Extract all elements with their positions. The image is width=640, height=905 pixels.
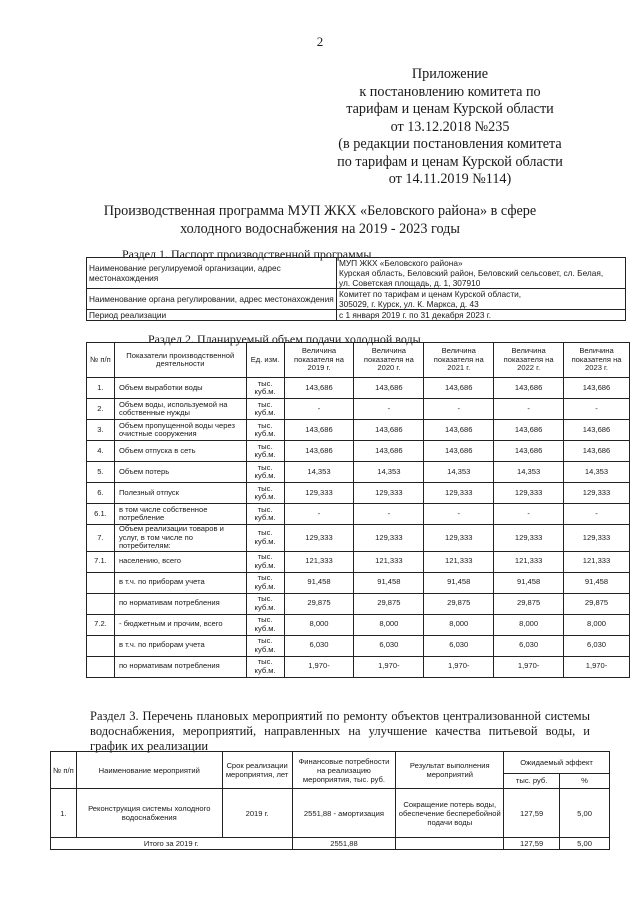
column-header: Величина показателя на 2020 г. bbox=[354, 343, 424, 378]
page-number: 2 bbox=[316, 34, 324, 49]
value-2020: 1,970- bbox=[354, 656, 424, 677]
value-2020: - bbox=[354, 504, 424, 525]
unit: тыс. куб.м. bbox=[246, 399, 284, 420]
unit: тыс. куб.м. bbox=[246, 504, 284, 525]
passport-value: с 1 января 2019 г. по 31 декабря 2023 г. bbox=[337, 310, 626, 321]
appendix-line: тарифам и ценам Курской области bbox=[346, 101, 554, 117]
value-2020: 6,030 bbox=[354, 635, 424, 656]
passport-table bbox=[86, 257, 626, 321]
table-row bbox=[51, 789, 610, 838]
value-2020: 8,000 bbox=[354, 614, 424, 635]
value-2019: 6,030 bbox=[284, 635, 354, 656]
section3-heading: Раздел 3. Перечень плановых мероприятий по ремонту объектов централизованной системы водоснабжения, мероприятий, направленных на улучшение качества питьевой воды, и график их реализации bbox=[90, 709, 590, 753]
column-header: Величина показателя на 2021 г. bbox=[424, 343, 494, 378]
table-row bbox=[87, 635, 630, 656]
indicator-name: Объем пропущенной воды через очистные сооружения bbox=[114, 420, 246, 441]
passport-value bbox=[337, 289, 626, 310]
value-2021: 8,000 bbox=[424, 614, 494, 635]
value-2019: 121,333 bbox=[284, 551, 354, 572]
table-row bbox=[87, 378, 630, 399]
passport-label: Наименование органа регулировании, адрес местонахождения bbox=[87, 289, 337, 310]
row-number bbox=[87, 656, 115, 677]
value-2023: 129,333 bbox=[564, 483, 630, 504]
row-number bbox=[87, 593, 115, 614]
value-2022: 143,686 bbox=[494, 420, 564, 441]
total-row bbox=[51, 838, 610, 850]
passport-row bbox=[87, 289, 626, 310]
value-2021: 14,353 bbox=[424, 462, 494, 483]
unit: тыс. куб.м. bbox=[246, 525, 284, 552]
row-number bbox=[87, 635, 115, 656]
unit: тыс. куб.м. bbox=[246, 572, 284, 593]
value-2022: - bbox=[494, 399, 564, 420]
table-row bbox=[87, 551, 630, 572]
value-2021: - bbox=[424, 504, 494, 525]
passport-row bbox=[87, 310, 626, 321]
value-2020: 143,686 bbox=[354, 378, 424, 399]
value-2019: 1,970- bbox=[284, 656, 354, 677]
table-header-row bbox=[51, 752, 610, 774]
indicator-name: в том числе собственное потребление bbox=[114, 504, 246, 525]
table-header-row bbox=[87, 343, 630, 378]
measure-finance: 2551,88 - амортизация bbox=[292, 789, 396, 838]
unit: тыс. куб.м. bbox=[246, 593, 284, 614]
column-header: Финансовые потребности на реализацию мероприятия, тыс. руб. bbox=[292, 752, 396, 789]
value-2023: - bbox=[564, 399, 630, 420]
unit: тыс. куб.м. bbox=[246, 462, 284, 483]
column-header: № п/п bbox=[87, 343, 115, 378]
passport-value-line: Курская область, Беловский район, Беловский сельсовет, сл. Белая, bbox=[339, 268, 604, 278]
row-number: 2. bbox=[87, 399, 115, 420]
value-2019: 8,000 bbox=[284, 614, 354, 635]
value-2021: 129,333 bbox=[424, 525, 494, 552]
value-2019: 143,686 bbox=[284, 441, 354, 462]
unit: тыс. куб.м. bbox=[246, 635, 284, 656]
document-title bbox=[80, 202, 560, 238]
value-2022: 1,970- bbox=[494, 656, 564, 677]
value-2021: 129,333 bbox=[424, 483, 494, 504]
indicator-name: по нормативам потребления bbox=[114, 656, 246, 677]
value-2020: 91,458 bbox=[354, 572, 424, 593]
table-row bbox=[87, 483, 630, 504]
value-2023: 143,686 bbox=[564, 420, 630, 441]
value-2022: 143,686 bbox=[494, 441, 564, 462]
value-2023: 121,333 bbox=[564, 551, 630, 572]
effect-pct: 5,00 bbox=[560, 789, 610, 838]
value-2021: 121,333 bbox=[424, 551, 494, 572]
row-number: 7.1. bbox=[87, 551, 115, 572]
passport-label: Период реализации bbox=[87, 310, 337, 321]
row-number: 5. bbox=[87, 462, 115, 483]
column-header: № п/п bbox=[51, 752, 77, 789]
value-2020: 121,333 bbox=[354, 551, 424, 572]
value-2023: 8,000 bbox=[564, 614, 630, 635]
appendix-line: от 14.11.2019 №114) bbox=[388, 171, 512, 187]
unit: тыс. куб.м. bbox=[246, 441, 284, 462]
unit: тыс. куб.м. bbox=[246, 483, 284, 504]
value-2021: 91,458 bbox=[424, 572, 494, 593]
value-2021: 143,686 bbox=[424, 378, 494, 399]
value-2022: 129,333 bbox=[494, 525, 564, 552]
title-line-2: холодного водоснабжения на 2019 - 2023 годы bbox=[180, 221, 460, 237]
table-row bbox=[87, 572, 630, 593]
value-2023: 91,458 bbox=[564, 572, 630, 593]
section1-heading: Раздел 1. Паспорт производственной программы bbox=[122, 247, 372, 261]
column-header: Величина показателя на 2019 г. bbox=[284, 343, 354, 378]
passport-value-line: Комитет по тарифам и ценам Курской области, bbox=[339, 289, 522, 299]
value-2019: 129,333 bbox=[284, 525, 354, 552]
value-2022: 14,353 bbox=[494, 462, 564, 483]
appendix-line: к постановлению комитета по bbox=[359, 83, 541, 100]
total-result bbox=[396, 838, 504, 850]
row-number: 1. bbox=[87, 378, 115, 399]
table-row bbox=[87, 614, 630, 635]
table-row bbox=[87, 441, 630, 462]
passport-value bbox=[337, 258, 626, 289]
unit: тыс. куб.м. bbox=[246, 614, 284, 635]
row-number: 7. bbox=[87, 525, 115, 552]
value-2019: 143,686 bbox=[284, 378, 354, 399]
value-2023: 14,353 bbox=[564, 462, 630, 483]
indicator-name: по нормативам потребления bbox=[114, 593, 246, 614]
indicator-name: в т.ч. по приборам учета bbox=[114, 572, 246, 593]
column-header: Ожидаемый эффект bbox=[504, 752, 610, 774]
unit: тыс. куб.м. bbox=[246, 656, 284, 677]
column-header: Результат выполнения мероприятий bbox=[396, 752, 504, 789]
appendix-line: Приложение bbox=[411, 66, 489, 82]
value-2021: 143,686 bbox=[424, 420, 494, 441]
appendix-block bbox=[320, 66, 580, 189]
passport-value-line: 305029, г. Курск, ул. К. Маркса, д. 43 bbox=[339, 299, 479, 309]
indicator-name: Объем выработки воды bbox=[114, 378, 246, 399]
indicator-name: в т.ч. по приборам учета bbox=[114, 635, 246, 656]
value-2023: 143,686 bbox=[564, 441, 630, 462]
passport-label: Наименование регулируемой организации, адрес местонахождения bbox=[87, 258, 337, 289]
value-2019: - bbox=[284, 399, 354, 420]
total-finance: 2551,88 bbox=[292, 838, 396, 850]
row-number: 1. bbox=[51, 789, 77, 838]
value-2019: 129,333 bbox=[284, 483, 354, 504]
column-header: Величина показателя на 2022 г. bbox=[494, 343, 564, 378]
indicator-name: Полезный отпуск bbox=[114, 483, 246, 504]
column-header: Наименование мероприятий bbox=[76, 752, 222, 789]
value-2023: 6,030 bbox=[564, 635, 630, 656]
unit: тыс. куб.м. bbox=[246, 420, 284, 441]
measure-result: Сокращение потерь воды, обеспечение бесперебойной подачи воды bbox=[396, 789, 504, 838]
indicator-name: - бюджетным и прочим, всего bbox=[114, 614, 246, 635]
value-2020: 143,686 bbox=[354, 420, 424, 441]
unit: тыс. куб.м. bbox=[246, 378, 284, 399]
value-2019: 29,875 bbox=[284, 593, 354, 614]
value-2022: 6,030 bbox=[494, 635, 564, 656]
column-header: Величина показателя на 2023 г. bbox=[564, 343, 630, 378]
row-number: 6.1. bbox=[87, 504, 115, 525]
column-header: тыс. руб. bbox=[504, 773, 560, 788]
value-2020: 129,333 bbox=[354, 483, 424, 504]
indicator-name: Объем реализации товаров и услуг, в том числе по потребителям: bbox=[114, 525, 246, 552]
total-effect-rub: 127,59 bbox=[504, 838, 560, 850]
value-2021: 143,686 bbox=[424, 441, 494, 462]
title-line-1: Производственная программа МУП ЖКХ «Беловского района» в сфере bbox=[103, 203, 537, 219]
value-2021: - bbox=[424, 399, 494, 420]
table-row bbox=[87, 462, 630, 483]
column-header: Срок реализации мероприятия, лет bbox=[222, 752, 292, 789]
value-2020: 14,353 bbox=[354, 462, 424, 483]
passport-value-line: МУП ЖКХ «Беловского района» bbox=[339, 258, 463, 268]
column-header: Ед. изм. bbox=[246, 343, 284, 378]
passport-row bbox=[87, 258, 626, 289]
row-number bbox=[87, 572, 115, 593]
indicator-name: Объем воды, используемой на собственные нужды bbox=[114, 399, 246, 420]
appendix-line: (в редакции постановления комитета bbox=[338, 136, 562, 152]
column-header: % bbox=[560, 773, 610, 788]
section2-heading: Раздел 2. Планируемый объем подачи холодной воды bbox=[148, 332, 421, 346]
row-number: 6. bbox=[87, 483, 115, 504]
value-2019: 14,353 bbox=[284, 462, 354, 483]
value-2022: - bbox=[494, 504, 564, 525]
table-row bbox=[87, 420, 630, 441]
row-number: 4. bbox=[87, 441, 115, 462]
value-2022: 129,333 bbox=[494, 483, 564, 504]
passport-value-line: ул. Советская площадь, д. 1, 307910 bbox=[339, 278, 481, 288]
value-2022: 121,333 bbox=[494, 551, 564, 572]
value-2022: 143,686 bbox=[494, 378, 564, 399]
value-2019: 143,686 bbox=[284, 420, 354, 441]
total-label: Итого за 2019 г. bbox=[51, 838, 293, 850]
value-2023: 1,970- bbox=[564, 656, 630, 677]
row-number: 3. bbox=[87, 420, 115, 441]
total-effect-pct: 5,00 bbox=[560, 838, 610, 850]
indicator-name: Объем потерь bbox=[114, 462, 246, 483]
column-header: Показатели производственной деятельности bbox=[114, 343, 246, 378]
value-2023: - bbox=[564, 504, 630, 525]
table-row bbox=[87, 504, 630, 525]
value-2022: 8,000 bbox=[494, 614, 564, 635]
indicator-name: населению, всего bbox=[114, 551, 246, 572]
value-2020: 129,333 bbox=[354, 525, 424, 552]
table-row bbox=[87, 525, 630, 552]
value-2020: 143,686 bbox=[354, 441, 424, 462]
appendix-line: по тарифам и ценам Курской области bbox=[337, 153, 563, 170]
appendix-line: от 13.12.2018 №235 bbox=[390, 118, 510, 135]
effect-rub: 127,59 bbox=[504, 789, 560, 838]
table-row bbox=[87, 593, 630, 614]
value-2021: 29,875 bbox=[424, 593, 494, 614]
value-2022: 29,875 bbox=[494, 593, 564, 614]
value-2020: - bbox=[354, 399, 424, 420]
value-2021: 6,030 bbox=[424, 635, 494, 656]
table-row bbox=[87, 399, 630, 420]
row-number: 7.2. bbox=[87, 614, 115, 635]
value-2020: 29,875 bbox=[354, 593, 424, 614]
water-supply-volume-table bbox=[86, 342, 630, 678]
value-2019: 91,458 bbox=[284, 572, 354, 593]
value-2023: 29,875 bbox=[564, 593, 630, 614]
measure-term: 2019 г. bbox=[222, 789, 292, 838]
value-2023: 143,686 bbox=[564, 378, 630, 399]
table-row bbox=[87, 656, 630, 677]
value-2022: 91,458 bbox=[494, 572, 564, 593]
unit: тыс. куб.м. bbox=[246, 551, 284, 572]
value-2021: 1,970- bbox=[424, 656, 494, 677]
value-2023: 129,333 bbox=[564, 525, 630, 552]
measures-table bbox=[50, 751, 610, 850]
value-2019: - bbox=[284, 504, 354, 525]
measure-name: Реконструкция системы холодного водоснабжения bbox=[76, 789, 222, 838]
indicator-name: Объем отпуска в сеть bbox=[114, 441, 246, 462]
